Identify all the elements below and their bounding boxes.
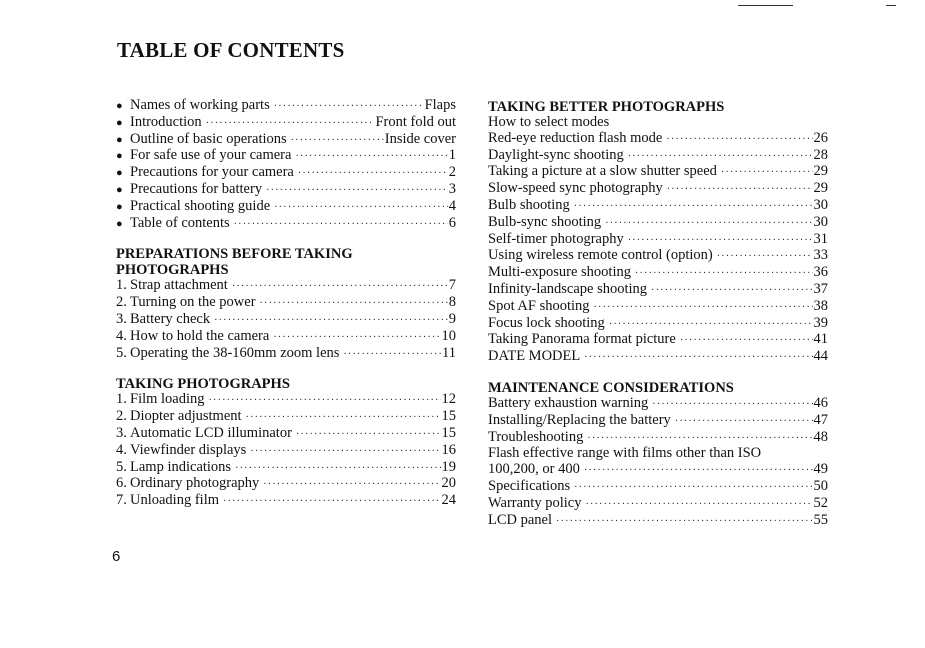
- leader-dots: [291, 133, 384, 149]
- toc-entry-page: 15: [441, 408, 456, 425]
- better-section: [488, 99, 828, 366]
- leader-dots: [584, 350, 812, 366]
- bullet-icon: ●: [116, 200, 123, 213]
- toc-entry-label: Battery check: [130, 310, 211, 327]
- toc-entry-page: 46: [813, 394, 828, 411]
- leader-dots: [605, 216, 812, 232]
- toc-entry-label: Using wireless remote control (option): [488, 247, 713, 264]
- leader-dots: [214, 313, 448, 329]
- toc-entry: [488, 181, 828, 198]
- page-number: 6: [112, 548, 121, 565]
- toc-entry: [116, 98, 456, 115]
- leader-dots: [223, 494, 440, 510]
- toc-entry-label: Practical shooting guide: [130, 197, 271, 214]
- toc-entry: [488, 265, 828, 282]
- toc-entry: [488, 248, 828, 265]
- toc-entry-label: Ordinary photography: [130, 475, 260, 492]
- toc-entry-label: Focus lock shooting: [488, 314, 605, 331]
- toc-entry-number: 2.: [116, 294, 127, 311]
- toc-entry-page: 49: [813, 461, 828, 478]
- bullet-icon: ●: [116, 183, 123, 196]
- toc-entry-page: 30: [813, 213, 828, 230]
- leader-dots: [717, 249, 813, 265]
- toc-entry-label: Introduction: [130, 113, 202, 130]
- toc-entry-label: Bulb-sync shooting: [488, 213, 602, 230]
- toc-entry-label: Daylight-sync shooting: [488, 146, 624, 163]
- toc-entry-number: 5.: [116, 458, 127, 475]
- toc-entry: [488, 164, 828, 181]
- toc-entry-number: 1.: [116, 391, 127, 408]
- leader-dots: [635, 266, 813, 282]
- toc-entry: [488, 215, 828, 232]
- toc-entry-label: Lamp indications: [130, 458, 232, 475]
- bullet-icon: ●: [116, 150, 123, 163]
- toc-entry-page: 36: [813, 264, 828, 281]
- toc-entry-number: 7.: [116, 492, 127, 509]
- preparations-list: [116, 278, 456, 362]
- toc-entry: [116, 426, 456, 443]
- toc-entry-page: 15: [441, 424, 456, 441]
- toc-entry-label: Precautions for battery: [130, 180, 263, 197]
- toc-entry: [116, 460, 456, 477]
- leader-dots: [587, 431, 812, 447]
- leader-dots: [594, 300, 813, 316]
- leader-dots: [298, 166, 448, 182]
- page-title: TABLE OF CONTENTS: [117, 38, 345, 62]
- maintenance-section: [488, 380, 828, 529]
- toc-entry-page: 19: [441, 458, 456, 475]
- toc-entry: [116, 216, 456, 233]
- toc-entry-page: 9: [448, 310, 456, 327]
- intro-list: [116, 98, 456, 232]
- top-rule-short: [886, 5, 896, 6]
- toc-entry-page: 11: [442, 344, 456, 361]
- toc-entry: [488, 232, 828, 249]
- toc-entry-label: Multi-exposure shooting: [488, 264, 631, 281]
- toc-entry-page: 24: [441, 492, 456, 509]
- leader-dots: [266, 183, 448, 199]
- toc-entry: [116, 199, 456, 216]
- toc-entry-page: 7: [448, 277, 456, 294]
- toc-entry-label: Red-eye reduction flash mode: [488, 129, 663, 146]
- toc-entry-number: 4.: [116, 327, 127, 344]
- leader-dots: [652, 397, 812, 413]
- toc-entry-label: Taking Panorama format picture: [488, 331, 676, 348]
- toc-entry: [488, 479, 828, 496]
- maintenance-list-a: [488, 396, 828, 446]
- toc-entry: [116, 182, 456, 199]
- leader-dots: [721, 165, 813, 181]
- preparations-heading-line2: PHOTOGRAPHS: [116, 262, 229, 279]
- toc-entry-page: 52: [813, 494, 828, 511]
- toc-entry-page: 2: [448, 164, 456, 181]
- toc-entry-page: 16: [441, 441, 456, 458]
- toc-entry-label: Battery exhaustion warning: [488, 394, 649, 411]
- toc-entry: [116, 392, 456, 409]
- preparations-heading-line1: PREPARATIONS BEFORE TAKING: [116, 246, 353, 263]
- toc-entry-label: Outline of basic operations: [130, 130, 287, 147]
- toc-entry: [488, 496, 828, 513]
- leader-dots: [574, 199, 813, 215]
- leader-dots: [246, 410, 441, 426]
- preparations-section: [116, 246, 456, 362]
- maintenance-list-b: [488, 462, 828, 529]
- toc-entry-page: 41: [813, 331, 828, 348]
- top-rule-long: [738, 5, 793, 6]
- maintenance-flash-line: Flash effective range with films other than ISO: [488, 445, 762, 462]
- leader-dots: [680, 333, 813, 349]
- better-subline: How to select modes: [488, 114, 610, 130]
- toc-entry-number: 3.: [116, 424, 127, 441]
- toc-entry: [116, 115, 456, 132]
- leader-dots: [295, 149, 447, 165]
- toc-entry-page: 8: [448, 294, 456, 311]
- toc-entry-page: 30: [813, 196, 828, 213]
- toc-entry-label: Warranty policy: [488, 494, 582, 511]
- toc-entry: [116, 278, 456, 295]
- toc-entry: [116, 493, 456, 510]
- leader-dots: [675, 414, 813, 430]
- leader-dots: [651, 283, 812, 299]
- taking-list: [116, 392, 456, 510]
- leader-dots: [250, 444, 440, 460]
- toc-entry-label: How to hold the camera: [130, 327, 270, 344]
- toc-entry-page: Inside cover: [384, 130, 456, 147]
- toc-entry-label: Self-timer photography: [488, 230, 624, 247]
- toc-entry-label: Turning on the power: [130, 294, 256, 311]
- toc-entry-label: Taking a picture at a slow shutter speed: [488, 163, 717, 180]
- toc-entry-label: Strap attachment: [130, 277, 228, 294]
- toc-entry-page: 20: [441, 475, 456, 492]
- toc-entry-page: 44: [813, 348, 828, 365]
- toc-entry-label: Bulb shooting: [488, 196, 570, 213]
- toc-entry-page: 28: [813, 146, 828, 163]
- toc-entry: [488, 349, 828, 366]
- toc-entry-label: Film loading: [130, 391, 205, 408]
- toc-entry-page: 29: [813, 163, 828, 180]
- toc-entry-page: 48: [813, 428, 828, 445]
- leader-dots: [260, 296, 448, 312]
- maintenance-heading: MAINTENANCE CONSIDERATIONS: [488, 379, 734, 396]
- toc-entry-page: 39: [813, 314, 828, 331]
- taking-heading: TAKING PHOTOGRAPHS: [116, 376, 290, 393]
- toc-entry: [488, 131, 828, 148]
- toc-entry: [116, 295, 456, 312]
- toc-entry-page: 1: [448, 147, 456, 164]
- toc-entry-label: Diopter adjustment: [130, 408, 242, 425]
- bullet-icon: ●: [116, 217, 123, 230]
- toc-entry-page: 33: [813, 247, 828, 264]
- leader-dots: [209, 393, 441, 409]
- toc-entry-page: 26: [813, 129, 828, 146]
- toc-entry-page: 3: [448, 180, 456, 197]
- bullet-icon: ●: [116, 167, 123, 180]
- leader-dots: [263, 477, 440, 493]
- bullet-icon: ●: [116, 116, 123, 129]
- toc-entry: [488, 332, 828, 349]
- leader-dots: [666, 132, 812, 148]
- leader-dots: [206, 116, 375, 132]
- toc-entry-page: 31: [813, 230, 828, 247]
- toc-entry-label: Troubleshooting: [488, 428, 584, 445]
- toc-entry-label: Unloading film: [130, 492, 220, 509]
- leader-dots: [628, 149, 813, 165]
- toc-entry-page: 55: [813, 511, 828, 528]
- toc-entry: [488, 430, 828, 447]
- toc-entry: [116, 312, 456, 329]
- toc-entry-label: Viewfinder displays: [130, 441, 247, 458]
- toc-entry: [116, 148, 456, 165]
- toc-entry-page: 37: [813, 280, 828, 297]
- toc-entry: [488, 396, 828, 413]
- toc-entry-page: 47: [813, 411, 828, 428]
- better-list: [488, 131, 828, 366]
- toc-entry-label: For safe use of your camera: [130, 147, 292, 164]
- toc-entry-page: 6: [448, 214, 456, 231]
- leader-dots: [235, 461, 440, 477]
- toc-entry-label: Spot AF shooting: [488, 297, 590, 314]
- leader-dots: [234, 217, 448, 233]
- toc-entry: [116, 132, 456, 149]
- toc-entry: [116, 409, 456, 426]
- leader-dots: [232, 279, 448, 295]
- toc-entry-label: Specifications: [488, 477, 571, 494]
- bullet-icon: ●: [116, 133, 123, 146]
- leader-dots: [584, 463, 813, 479]
- leader-dots: [585, 497, 812, 513]
- toc-entry-page: 38: [813, 297, 828, 314]
- toc-entry: [488, 462, 828, 479]
- toc-entry-label: LCD panel: [488, 511, 553, 528]
- leader-dots: [273, 330, 440, 346]
- toc-entry-page: Flaps: [424, 97, 456, 113]
- toc-entry: [116, 329, 456, 346]
- toc-entry: [116, 476, 456, 493]
- leader-dots: [296, 427, 441, 443]
- left-column: [116, 98, 456, 510]
- toc-entry: [488, 148, 828, 165]
- leader-dots: [274, 200, 448, 216]
- toc-entry: [116, 346, 456, 363]
- toc-entry-page: 29: [813, 180, 828, 197]
- better-heading: TAKING BETTER PHOTOGRAPHS: [488, 99, 725, 115]
- toc-entry-label: Precautions for your camera: [130, 164, 294, 181]
- toc-entry-label: Names of working parts: [130, 97, 270, 113]
- taking-section: [116, 376, 456, 510]
- toc-entry-page: 50: [813, 477, 828, 494]
- leader-dots: [667, 182, 813, 198]
- toc-entry-label: Operating the 38-160mm zoom lens: [130, 344, 340, 361]
- toc-entry: [488, 299, 828, 316]
- toc-entry: [488, 282, 828, 299]
- toc-entry: [488, 513, 828, 530]
- leader-dots: [343, 347, 441, 363]
- leader-dots: [274, 99, 424, 115]
- toc-entry-label: 100,200, or 400: [488, 461, 580, 478]
- toc-entry-label: Table of contents: [130, 214, 230, 231]
- toc-entry-label: Slow-speed sync photography: [488, 180, 663, 197]
- toc-entry-number: 4.: [116, 441, 127, 458]
- toc-entry-page: 12: [441, 391, 456, 408]
- leader-dots: [556, 514, 812, 530]
- toc-entry-number: 2.: [116, 408, 127, 425]
- toc-entry-label: DATE MODEL: [488, 348, 581, 365]
- toc-entry-number: 1.: [116, 277, 127, 294]
- leader-dots: [628, 233, 813, 249]
- toc-entry: [488, 413, 828, 430]
- toc-entry-number: 6.: [116, 475, 127, 492]
- toc-entry: [116, 165, 456, 182]
- toc-entry-page: 10: [441, 327, 456, 344]
- toc-entry-page: Front fold out: [375, 113, 456, 130]
- toc-entry-label: Infinity-landscape shooting: [488, 280, 648, 297]
- toc-entry: [116, 443, 456, 460]
- toc-entry-page: 4: [448, 197, 456, 214]
- toc-entry-label: Automatic LCD illuminator: [130, 424, 292, 441]
- toc-entry-label: Installing/Replacing the battery: [488, 411, 671, 428]
- toc-entry-number: 3.: [116, 310, 127, 327]
- bullet-icon: ●: [116, 100, 123, 112]
- toc-entry: [488, 316, 828, 333]
- right-column: [488, 99, 828, 529]
- leader-dots: [609, 317, 813, 333]
- leader-dots: [574, 480, 812, 496]
- toc-entry: [488, 198, 828, 215]
- preparations-heading: [116, 246, 456, 278]
- toc-entry-number: 5.: [116, 344, 127, 361]
